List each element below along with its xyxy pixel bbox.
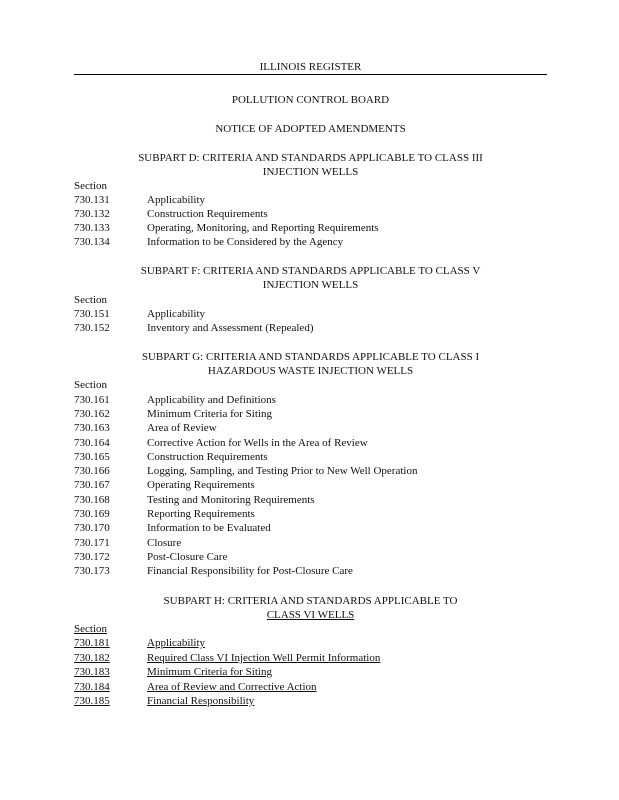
section-title: Information to be Considered by the Agency xyxy=(147,236,344,248)
section-row xyxy=(74,665,547,679)
section-row xyxy=(74,680,547,694)
section-number: 730.167 xyxy=(74,479,110,491)
section-title: Reporting Requirements xyxy=(147,508,255,520)
section-title: Minimum Criteria for Siting xyxy=(147,666,272,678)
section-number: 730.183 xyxy=(74,666,110,678)
section-number: 730.163 xyxy=(74,422,110,434)
section-title: Inventory and Assessment (Repealed) xyxy=(147,322,314,334)
section-row xyxy=(74,478,547,492)
section-number: 730.132 xyxy=(74,208,110,220)
section-number: 730.134 xyxy=(74,236,110,248)
section-row xyxy=(74,636,547,650)
section-title: Minimum Criteria for Siting xyxy=(147,408,272,420)
section-row xyxy=(74,207,547,221)
subpart-g-section-label: Section xyxy=(74,379,107,391)
section-row xyxy=(74,321,547,335)
section-title: Area of Review xyxy=(147,422,217,434)
section-row xyxy=(74,464,547,478)
section-row xyxy=(74,694,547,708)
section-number: 730.151 xyxy=(74,308,110,320)
section-number: 730.152 xyxy=(74,322,110,334)
section-title: Operating Requirements xyxy=(147,479,255,491)
section-row xyxy=(74,421,547,435)
section-row xyxy=(74,507,547,521)
section-title: Construction Requirements xyxy=(147,451,268,463)
section-row xyxy=(74,407,547,421)
section-title: Applicability xyxy=(147,308,206,320)
section-title: Closure xyxy=(147,537,182,549)
section-row xyxy=(74,521,547,535)
section-title: Area of Review and Corrective Action xyxy=(147,681,317,693)
notice-title: NOTICE OF ADOPTED AMENDMENTS xyxy=(215,123,406,135)
section-row xyxy=(74,235,547,249)
section-number: 730.162 xyxy=(74,408,110,420)
section-row xyxy=(74,307,547,321)
subpart-d-title-line2: INJECTION WELLS xyxy=(262,166,359,178)
section-title: Information to be Evaluated xyxy=(147,522,271,534)
section-title: Operating, Monitoring, and Reporting Requirements xyxy=(147,222,379,234)
subpart-d-title-line1: SUBPART D: CRITERIA AND STANDARDS APPLICABLE TO CLASS III xyxy=(138,152,483,164)
subpart-g-title-line2: HAZARDOUS WASTE INJECTION WELLS xyxy=(207,365,414,377)
section-row xyxy=(74,536,547,550)
section-number: 730.131 xyxy=(74,194,110,206)
section-title: Applicability and Definitions xyxy=(147,394,276,406)
section-number: 730.161 xyxy=(74,394,110,406)
section-row xyxy=(74,221,547,235)
section-title: Applicability xyxy=(147,637,206,649)
section-row xyxy=(74,564,547,578)
section-number: 730.184 xyxy=(74,681,110,693)
section-title: Required Class VI Injection Well Permit Information xyxy=(147,652,381,664)
section-row xyxy=(74,550,547,564)
section-title: Testing and Monitoring Requirements xyxy=(147,494,315,506)
section-title: Corrective Action for Wells in the Area of Review xyxy=(147,437,368,449)
section-row xyxy=(74,493,547,507)
subpart-h-title-line2: CLASS VI WELLS xyxy=(266,609,355,621)
section-number: 730.181 xyxy=(74,637,110,649)
section-number: 730.168 xyxy=(74,494,110,506)
board-title: POLLUTION CONTROL BOARD xyxy=(231,94,390,106)
subpart-f-title-line1: SUBPART F: CRITERIA AND STANDARDS APPLICABLE TO CLASS V xyxy=(140,265,481,277)
subpart-h-section-label: Section xyxy=(74,623,107,635)
section-number: 730.169 xyxy=(74,508,110,520)
section-number: 730.170 xyxy=(74,522,110,534)
subpart-g-title-line1: SUBPART G: CRITERIA AND STANDARDS APPLICABLE TO CLASS I xyxy=(141,351,480,363)
section-number: 730.171 xyxy=(74,537,110,549)
section-title: Applicability xyxy=(147,194,206,206)
section-number: 730.133 xyxy=(74,222,110,234)
register-header: ILLINOIS REGISTER xyxy=(74,61,547,75)
subpart-d-section-label: Section xyxy=(74,180,107,192)
section-row xyxy=(74,193,547,207)
section-number: 730.185 xyxy=(74,695,110,707)
section-number: 730.172 xyxy=(74,551,110,563)
section-row xyxy=(74,393,547,407)
subpart-f-title-line2: INJECTION WELLS xyxy=(262,279,359,291)
section-title: Construction Requirements xyxy=(147,208,268,220)
section-title: Logging, Sampling, and Testing Prior to New Well Operation xyxy=(147,465,418,477)
section-number: 730.173 xyxy=(74,565,110,577)
section-row xyxy=(74,450,547,464)
subpart-h-title-line1: SUBPART H: CRITERIA AND STANDARDS APPLICABLE TO xyxy=(163,595,458,607)
section-title: Financial Responsibility for Post-Closure Care xyxy=(147,565,353,577)
section-number: 730.166 xyxy=(74,465,110,477)
section-number: 730.164 xyxy=(74,437,110,449)
section-title: Financial Responsibility xyxy=(147,695,255,707)
section-number: 730.165 xyxy=(74,451,110,463)
section-row xyxy=(74,436,547,450)
section-row xyxy=(74,651,547,665)
subpart-f-section-label: Section xyxy=(74,294,107,306)
section-number: 730.182 xyxy=(74,652,110,664)
section-title: Post-Closure Care xyxy=(147,551,228,563)
subpart-h-title-line2-wrap xyxy=(74,608,547,622)
